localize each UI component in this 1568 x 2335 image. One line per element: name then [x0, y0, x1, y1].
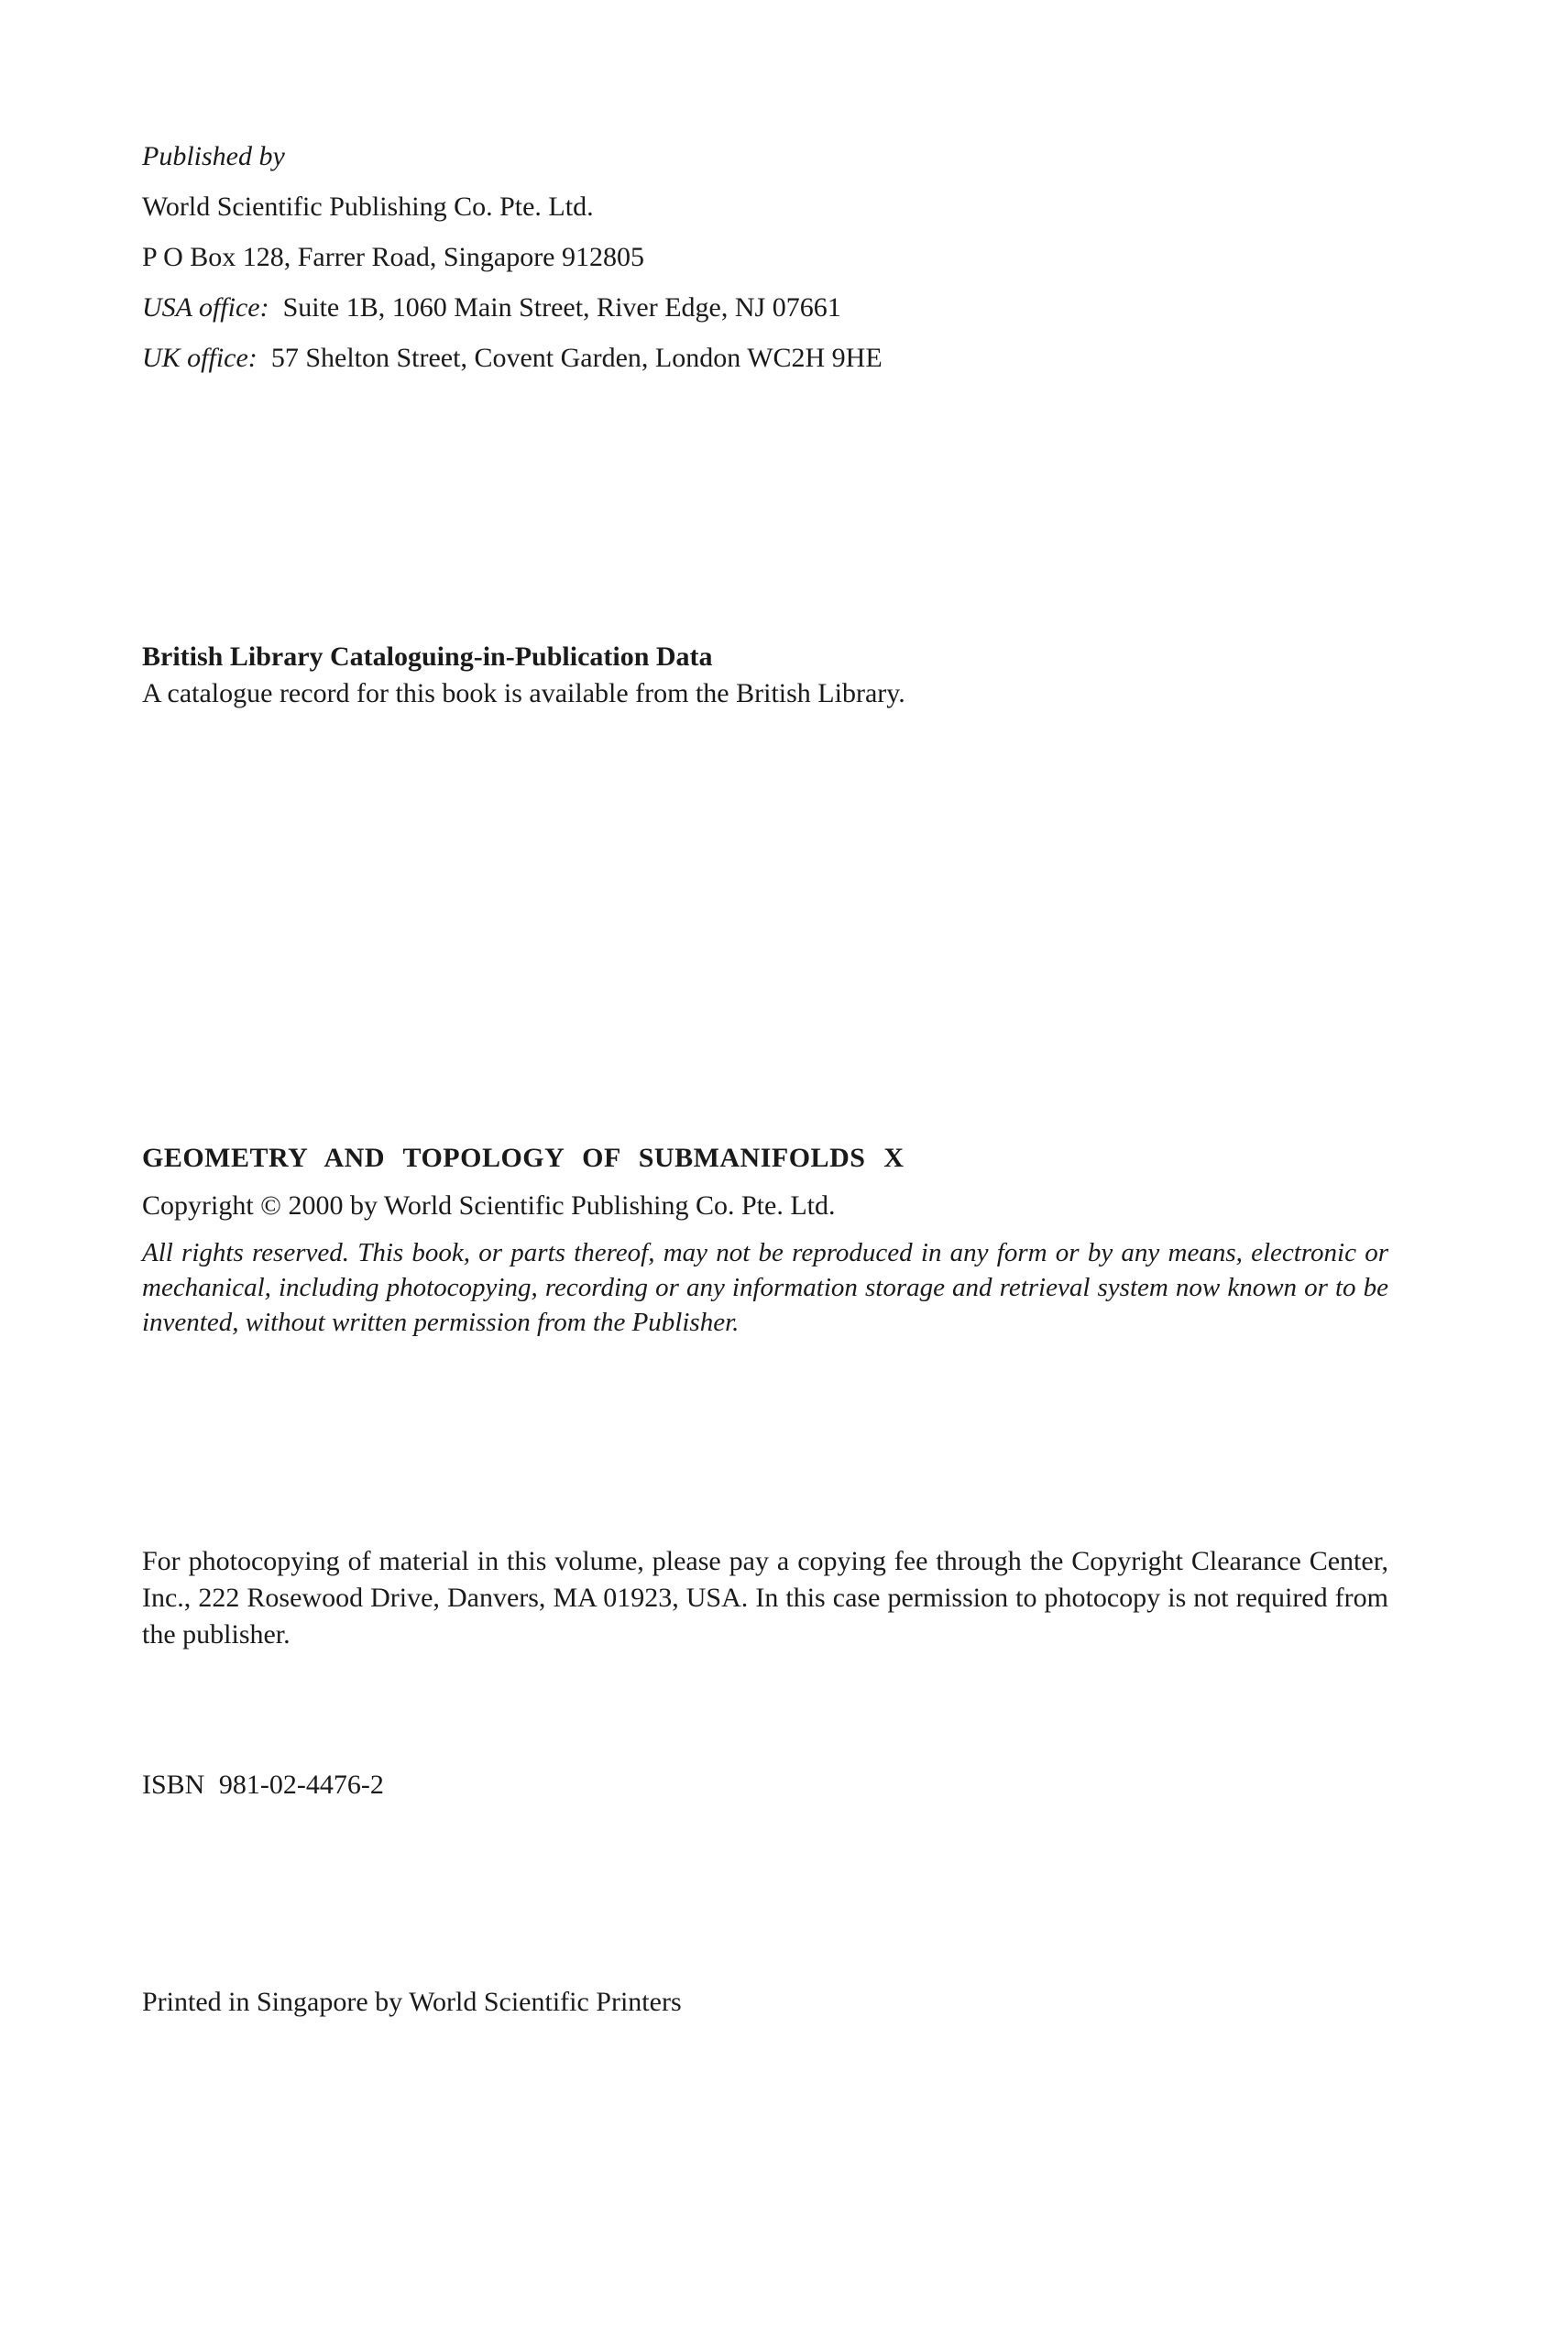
- isbn-section: [142, 1761, 1388, 1809]
- usa-office-address: Suite 1B, 1060 Main Street, River Edge, NJ 07661: [282, 292, 841, 323]
- uk-office-line: [142, 333, 1388, 383]
- publisher-address: P O Box 128, Farrer Road, Singapore 912805: [142, 242, 644, 272]
- usa-office-label: USA office:: [142, 292, 269, 323]
- publisher-name: World Scientific Publishing Co. Pte. Ltd.: [142, 192, 594, 222]
- publisher-section: [142, 131, 1388, 383]
- cip-text: A catalogue record for this book is available from the British Library.: [142, 678, 905, 708]
- uk-office-label: UK office:: [142, 343, 258, 373]
- book-title: GEOMETRY AND TOPOLOGY OF SUBMANIFOLDS X: [142, 1143, 905, 1173]
- copyright-section: [142, 1135, 1388, 1340]
- published-by-heading: Published by: [142, 141, 285, 171]
- uk-office-address: 57 Shelton Street, Covent Garden, London WC2H 9HE: [270, 343, 883, 373]
- cip-section: [142, 639, 1388, 712]
- photocopy-section: [142, 1543, 1388, 1653]
- isbn-number: ISBN 981-02-4476-2: [142, 1770, 384, 1800]
- photocopy-notice: For photocopying of material in this volume, please pay a copying fee through the Copyright Clearance Center, Inc., 222 Rosewood Drive, Danvers, MA 01923, USA. In this case permission to photocopy is not required from the publisher.: [142, 1546, 1388, 1650]
- printer-section: [142, 1979, 1388, 2026]
- cip-heading: British Library Cataloguing-in-Publication Data: [142, 641, 713, 672]
- printer-notice: Printed in Singapore by World Scientific Printers: [142, 1987, 682, 2017]
- usa-office-line: [142, 282, 1388, 333]
- copyright-notice: Copyright © 2000 by World Scientific Publishing Co. Pte. Ltd.: [142, 1190, 836, 1221]
- rights-statement: All rights reserved. This book, or parts thereof, may not be reproduced in any form or by any means, electronic or mechanical, including photocopying, recording or any information storage and retrieval system now known or to be invented, without written permission from the Publisher.: [142, 1238, 1388, 1337]
